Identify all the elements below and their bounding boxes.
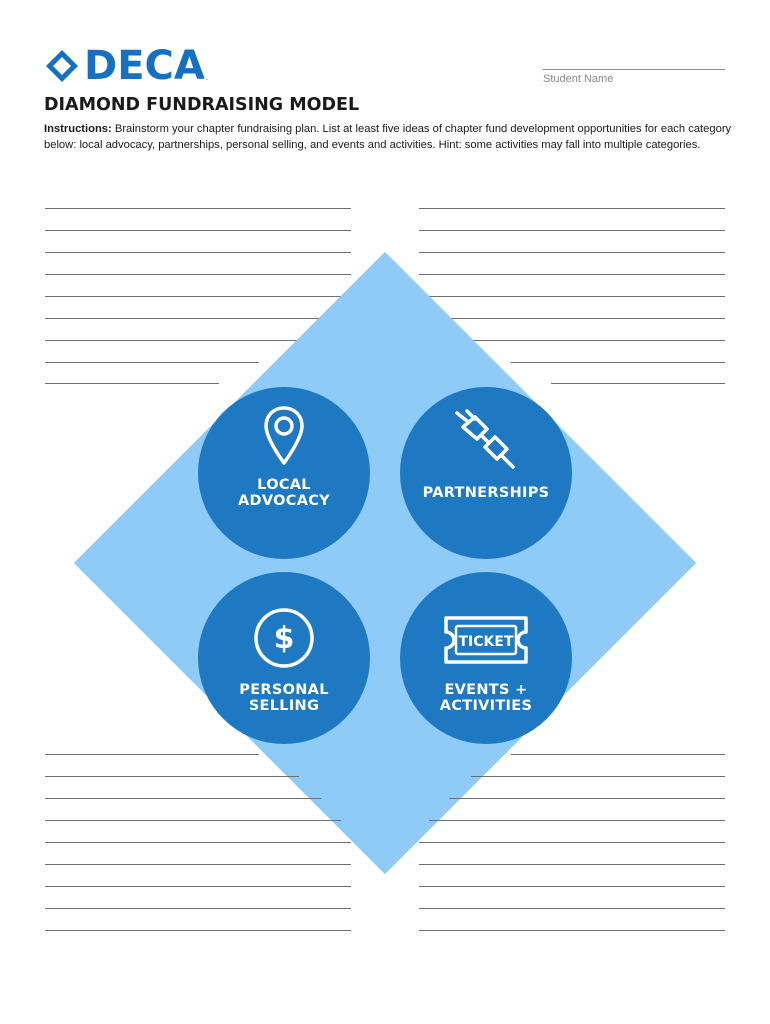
local-advocacy-label-2: ADVOCACY	[238, 493, 330, 509]
write-line[interactable]	[419, 886, 725, 887]
category-personal-selling	[198, 572, 370, 744]
page-title: DIAMOND FUNDRAISING MODEL	[44, 95, 360, 115]
instructions-label: Instructions:	[44, 123, 112, 135]
write-line[interactable]	[551, 383, 725, 384]
write-line[interactable]	[429, 318, 725, 319]
write-line[interactable]	[419, 930, 725, 931]
student-name-label: Student Name	[543, 73, 614, 85]
write-line[interactable]	[419, 296, 725, 297]
write-line[interactable]	[45, 230, 351, 231]
write-line[interactable]	[419, 908, 725, 909]
write-line[interactable]	[45, 886, 351, 887]
category-events-activities	[400, 572, 572, 744]
diamond-background	[74, 252, 696, 874]
events-label-2: ACTIVITIES	[439, 698, 533, 714]
write-line[interactable]	[419, 274, 725, 275]
write-line[interactable]	[45, 362, 259, 363]
ticket-text: TICKET	[458, 634, 514, 650]
write-line[interactable]	[429, 820, 725, 821]
write-line[interactable]	[45, 930, 351, 931]
write-line[interactable]	[45, 798, 321, 799]
category-local-advocacy	[198, 387, 370, 559]
write-line[interactable]	[419, 864, 725, 865]
student-name-line[interactable]	[543, 69, 725, 70]
write-line[interactable]	[45, 383, 219, 384]
write-line[interactable]	[45, 274, 351, 275]
write-line[interactable]	[45, 340, 319, 341]
write-line[interactable]	[45, 864, 351, 865]
ticket-icon	[442, 614, 530, 666]
write-line[interactable]	[45, 820, 341, 821]
write-line[interactable]	[45, 754, 259, 755]
write-line[interactable]	[45, 842, 351, 843]
write-line[interactable]	[471, 776, 725, 777]
svg-text:$: $	[273, 621, 295, 656]
events-label-1: EVENTS +	[444, 682, 528, 698]
write-line[interactable]	[419, 842, 725, 843]
write-line[interactable]	[511, 754, 725, 755]
location-pin-icon	[262, 405, 306, 469]
category-partnerships	[400, 387, 572, 559]
write-line[interactable]	[511, 362, 725, 363]
partnerships-label: PARTNERSHIPS	[422, 485, 550, 501]
deca-diamond-icon	[44, 48, 80, 84]
write-line[interactable]	[45, 908, 351, 909]
write-line[interactable]	[419, 252, 725, 253]
personal-selling-label-2: SELLING	[248, 698, 320, 714]
instructions-text: Brainstorm your chapter fundraising plan. List at least five ideas of chapter fund development opportunities for each category below: local advocacy, partnerships, personal selling, and events and activities. Hint: some activities may fall into multiple categories.	[44, 123, 732, 151]
write-line[interactable]	[451, 340, 725, 341]
write-line[interactable]	[45, 252, 351, 253]
dollar-coin-icon	[252, 606, 316, 670]
write-line[interactable]	[45, 776, 299, 777]
write-line[interactable]	[449, 798, 725, 799]
local-advocacy-label-1: LOCAL	[257, 477, 311, 493]
instructions	[44, 122, 734, 153]
personal-selling-label-1: PERSONAL	[239, 682, 329, 698]
write-line[interactable]	[45, 208, 351, 209]
write-line[interactable]	[419, 208, 725, 209]
write-line[interactable]	[45, 296, 351, 297]
deca-logo	[44, 43, 209, 89]
logo-mark: .	[205, 73, 209, 82]
write-line[interactable]	[45, 318, 341, 319]
plug-connector-icon	[453, 407, 519, 473]
logo-text: DECA	[84, 43, 205, 89]
write-line[interactable]	[419, 230, 725, 231]
